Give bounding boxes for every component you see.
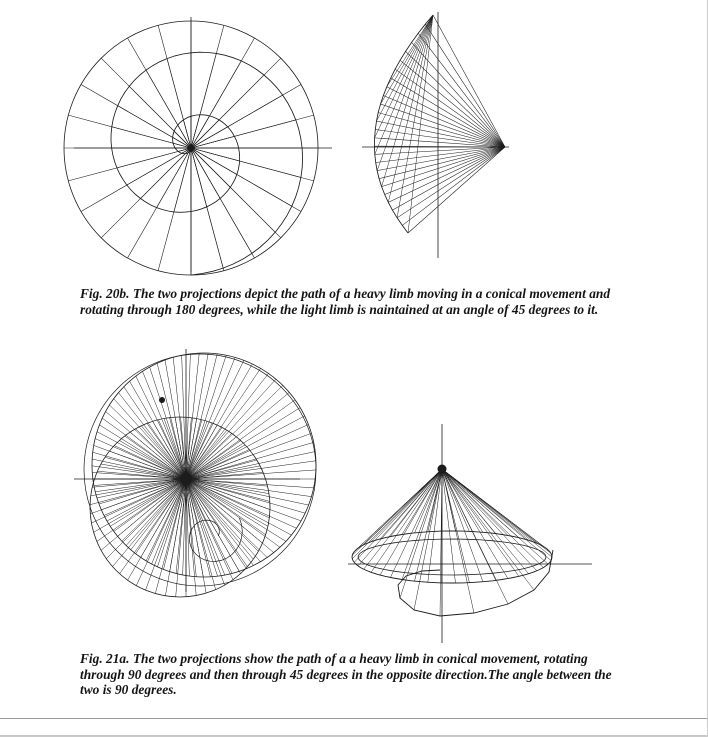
caption-line: through 90 degrees and then through 45 degrees in the opposite direction.The angle between the <box>80 666 612 682</box>
fig-21a-side-view-drawing <box>348 424 592 643</box>
page-bottom-rule <box>0 718 708 719</box>
fig-20b-plan-view-drawing <box>64 17 332 275</box>
figure-20b-caption <box>80 286 668 317</box>
fig-21a-plan-view-drawing <box>74 349 316 597</box>
caption-line: Fig. 20b. The two projections depict the path of a heavy limb moving in a conical movement and <box>80 286 611 301</box>
caption-line: two is 90 degrees. <box>80 682 177 698</box>
figure-21a-caption <box>80 651 668 698</box>
fig-20b-side-view-drawing <box>362 12 509 258</box>
caption-line: rotating through 180 degrees, while the light limb is naintained at an angle of 45 degrees to it. <box>80 301 599 317</box>
caption-line: Fig. 21a. The two projections show the path of a a heavy limb in conical movement, rotating <box>80 651 588 666</box>
